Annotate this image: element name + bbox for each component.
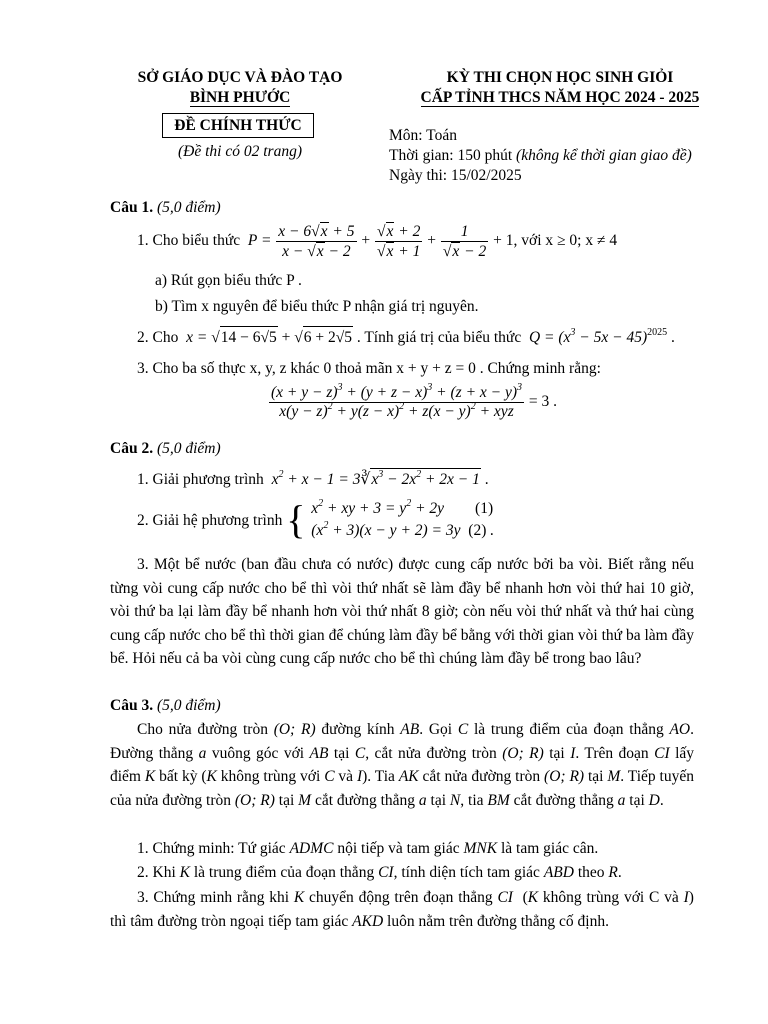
exam-level: CẤP TỈNH THCS NĂM HỌC 2024 - 2025 xyxy=(420,89,700,106)
question-3-heading: Câu 3. (5,0 điểm) xyxy=(110,697,221,714)
q2-3-word-problem: 3. Một bể nước (ban đầu chưa có nước) được cung cấp nước bởi ba vòi. Biết rằng nếu từng vòi cung cấp nước cho bể thì vòi thứ nhất sẽ làm đầy bể nhanh hơn vòi thứ hai 10 giờ, vòi thứ ba lại làm đầy bể nhanh hơn vòi thứ nhất 8 giờ; còn nếu vòi thứ nhất và thứ hai cùng cung cấp nước cho bể thì thời gian để chúng làm đầy bể bằng với thời gian vòi thứ ba làm đầy bể. Hỏi nếu cả ba vòi cùng cung cấp nước cho bể thì chúng làm đầy bể trong bao lâu? xyxy=(110,556,694,667)
q1-expression: 1. Cho biểu thức P = $\frac{x - 6√x + 5}{x - √x - 2}$ + $\frac{√x + 2}{√x + 1}$ + $\frac{1}{√x - 2}$ + 1, với x ≥ 0; x ≠ 4 xyxy=(137,222,618,260)
exam-date: Ngày thi: 15/02/2025 xyxy=(389,167,522,184)
q2-2-system: 2. Giải hệ phương trình { $x^2$ + xy + $3 = y^2 + 2y$ (1) $(x^2 + 3)(x - y + 2) = 3y$ (2) . xyxy=(137,497,495,542)
q2-1-equation: 1. Giải phương trình $x^2 + x - 1$ = $3∛x^3 - 2x^2 + 2x - 1$ . xyxy=(137,469,489,488)
q3-3: 3. Chứng minh rằng khi K chuyển động trên đoạn thẳng CI (K không trùng với C và I) thì tâm đường tròn ngoại tiếp tam giác AKD luôn nằm trên đường thẳng cố định. xyxy=(110,889,694,930)
pages-note: (Đề thi có 02 trang) xyxy=(178,143,302,160)
q3-1: 1. Chứng minh: Tứ giác ADMC nội tiếp và tam giác MNK là tam giác cân. xyxy=(137,840,599,857)
province-name: BÌNH PHƯỚC xyxy=(189,89,291,106)
q2-expression: 2. Cho x = √14 − 6√5 + √6 + 2√5 . Tính giá trị của biểu thức $Q = (x^3 - 5x - 45)^{2025}$ . xyxy=(137,327,675,346)
q3-statement-geometry: Cho nửa đường tròn (O; R) đường kính AB. Gọi C là trung điểm của đoạn thẳng AO. Đường thẳng a vuông góc với AB tại C, cắt nửa đường tròn (O; R) tại I. Trên đoạn CI lấy điểm K bất kỳ (K không trùng với C và I). Tia AK cắt nửa đường tròn (O; R) tại M. Tiếp tuyến của nửa đường tròn (O; R) tại M cắt đường thẳng a tại N, tia BM cắt đường thẳng a tại D. xyxy=(110,721,695,809)
question-1-heading: Câu 1. (5,0 điểm) xyxy=(110,199,221,216)
q1a: a) Rút gọn biểu thức P . xyxy=(155,272,302,289)
subject: Môn: Toán xyxy=(389,127,457,144)
exam-title: KỲ THI CHỌN HỌC SINH GIỎI xyxy=(446,69,674,86)
time-limit: Thời gian: 150 phút (không kể thời gian giao đề) xyxy=(389,147,692,164)
q1b: b) Tìm x nguyên để biểu thức P nhận giá trị nguyên. xyxy=(155,298,479,315)
q3-statement: 3. Cho ba số thực x, y, z khác 0 thoả mãn x + y + z = 0 . Chứng minh rằng: xyxy=(137,360,601,377)
question-2-heading: Câu 2. (5,0 điểm) xyxy=(110,440,221,457)
official-label: ĐỀ CHÍNH THỨC xyxy=(162,113,314,138)
q3-2: 2. Khi K là trung điểm của đoạn thẳng CI, tính diện tích tam giác ABD theo R. xyxy=(137,864,622,881)
q3-identity: $\frac{(x + y - z)^3 + (y + z - x)^3 + (z + x - y)^3}{x(y - z)^2 + y(z - x)^2 + z(x - y)^2 + xyz}$ = 3 . xyxy=(271,382,558,420)
department-name: SỞ GIÁO DỤC VÀ ĐÀO TẠO xyxy=(137,69,343,86)
